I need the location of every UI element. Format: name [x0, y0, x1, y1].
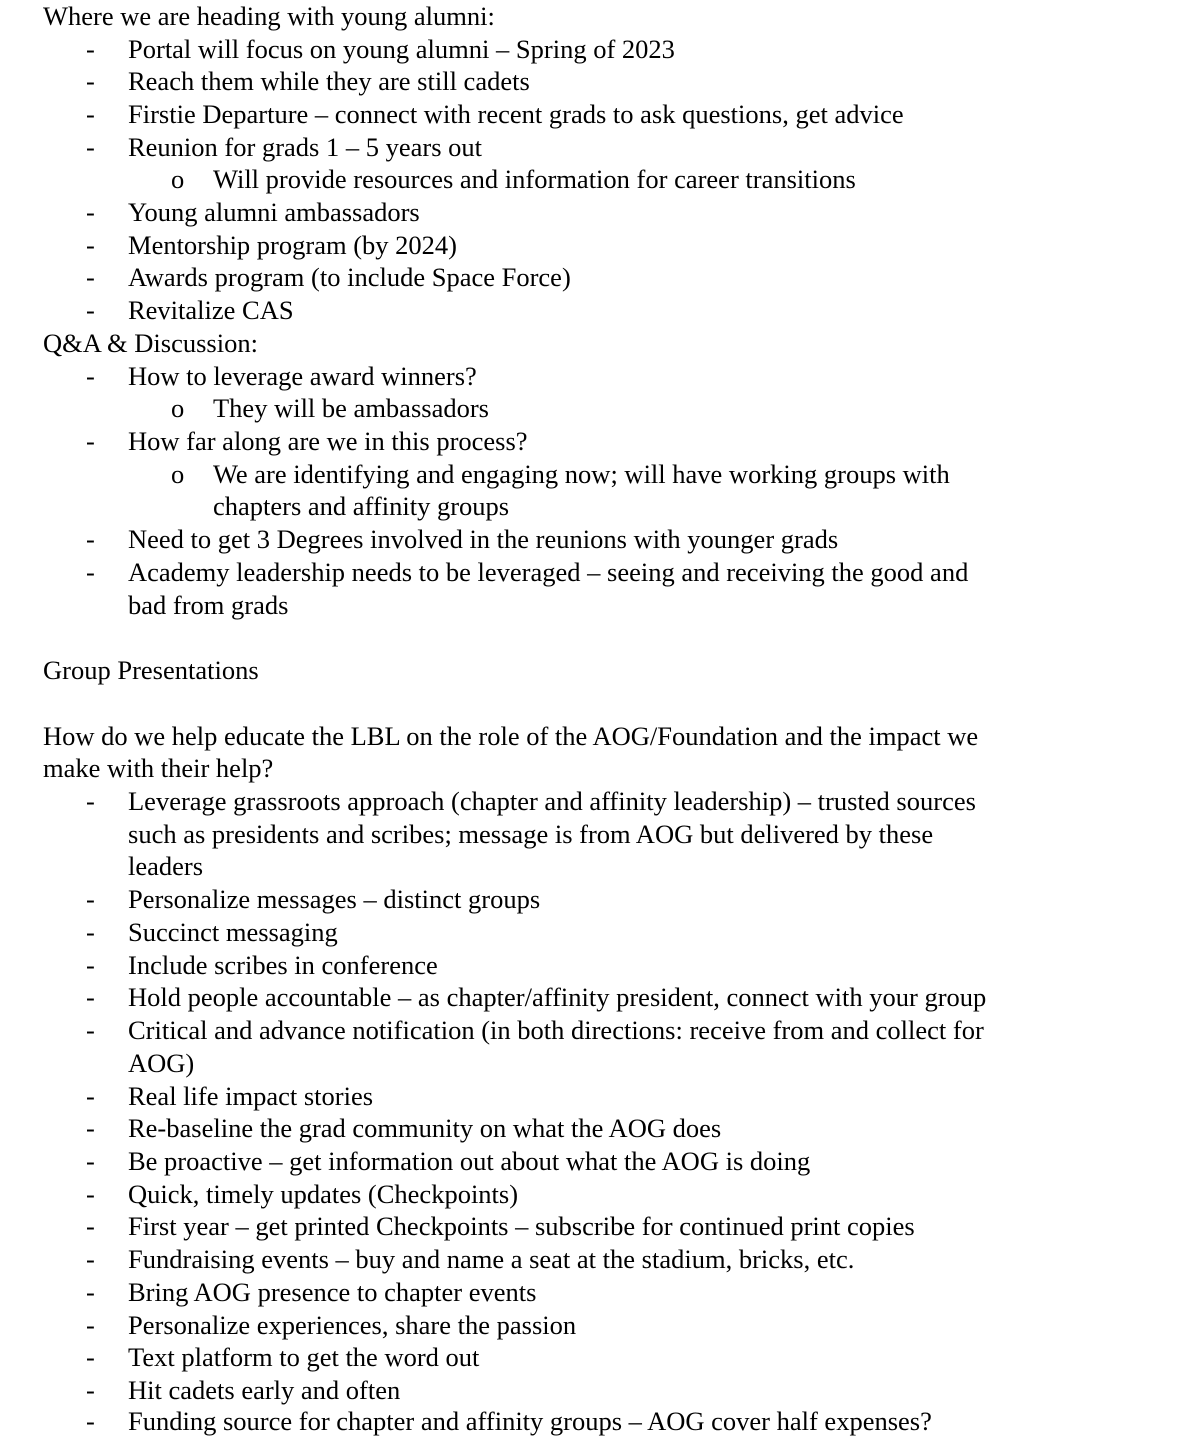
list-item: Critical and advance notification (in both directions: receive from and collect for	[128, 1015, 984, 1045]
dash-marker: -	[86, 1244, 95, 1274]
list-item: Mentorship program (by 2024)	[128, 230, 457, 260]
dash-marker: -	[86, 1277, 95, 1307]
circle-marker: o	[171, 393, 185, 423]
dash-marker: -	[86, 1310, 95, 1340]
list-item: Fundraising events – buy and name a seat at the stadium, bricks, etc.	[128, 1244, 855, 1274]
sub-list-item: Will provide resources and information for career transitions	[213, 164, 856, 194]
dash-marker: -	[86, 1342, 95, 1372]
dash-marker: -	[86, 884, 95, 914]
dash-marker: -	[86, 295, 95, 325]
dash-marker: -	[86, 1375, 95, 1405]
list-item: Portal will focus on young alumni – Spring of 2023	[128, 34, 675, 64]
list-item: Include scribes in conference	[128, 950, 438, 980]
list-item-continued: bad from grads	[128, 590, 289, 620]
list-item: Awards program (to include Space Force)	[128, 262, 571, 292]
dash-marker: -	[86, 34, 95, 64]
dash-marker: -	[86, 917, 95, 947]
dash-marker: -	[86, 1179, 95, 1209]
dash-marker: -	[86, 132, 95, 162]
list-item-continued: AOG)	[128, 1048, 195, 1078]
list-item: How to leverage award winners?	[128, 361, 477, 391]
dash-marker: -	[86, 1113, 95, 1143]
list-item: Leverage grassroots approach (chapter and affinity leadership) – trusted sources	[128, 786, 976, 816]
list-item: Personalize experiences, share the passion	[128, 1310, 577, 1340]
list-item: Hold people accountable – as chapter/affinity president, connect with your group	[128, 982, 987, 1012]
list-item: Firstie Departure – connect with recent grads to ask questions, get advice	[128, 99, 904, 129]
dash-marker: -	[86, 99, 95, 129]
list-item: Reunion for grads 1 – 5 years out	[128, 132, 482, 162]
list-item: Funding source for chapter and affinity groups – AOG cover half expenses?	[128, 1406, 932, 1436]
section-heading-young-alumni: Where we are heading with young alumni:	[43, 1, 495, 31]
dash-marker: -	[86, 557, 95, 587]
list-item: Succinct messaging	[128, 917, 338, 947]
list-item: Need to get 3 Degrees involved in the reunions with younger grads	[128, 524, 839, 554]
question-heading-continued: make with their help?	[43, 753, 274, 783]
sub-list-item-continued: chapters and affinity groups	[213, 491, 510, 521]
section-heading-group-presentations: Group Presentations	[43, 655, 259, 685]
dash-marker: -	[86, 262, 95, 292]
list-item: Hit cadets early and often	[128, 1375, 401, 1405]
sub-list-item: They will be ambassadors	[213, 393, 489, 423]
dash-marker: -	[86, 197, 95, 227]
dash-marker: -	[86, 786, 95, 816]
circle-marker: o	[171, 459, 185, 489]
list-item-continued: leaders	[128, 851, 204, 881]
dash-marker: -	[86, 361, 95, 391]
dash-marker: -	[86, 1146, 95, 1176]
dash-marker: -	[86, 426, 95, 456]
list-item: Revitalize CAS	[128, 295, 294, 325]
question-heading: How do we help educate the LBL on the role of the AOG/Foundation and the impact we	[43, 721, 979, 751]
dash-marker: -	[86, 1406, 95, 1436]
list-item: Be proactive – get information out about what the AOG is doing	[128, 1146, 811, 1176]
dash-marker: -	[86, 1015, 95, 1045]
list-item: Bring AOG presence to chapter events	[128, 1277, 537, 1307]
circle-marker: o	[171, 164, 185, 194]
list-item: Personalize messages – distinct groups	[128, 884, 541, 914]
list-item: Quick, timely updates (Checkpoints)	[128, 1179, 519, 1209]
dash-marker: -	[86, 66, 95, 96]
list-item: Young alumni ambassadors	[128, 197, 420, 227]
list-item: Re-baseline the grad community on what the AOG does	[128, 1113, 722, 1143]
dash-marker: -	[86, 950, 95, 980]
dash-marker: -	[86, 1081, 95, 1111]
list-item: Reach them while they are still cadets	[128, 66, 530, 96]
sub-list-item: We are identifying and engaging now; will have working groups with	[213, 459, 950, 489]
list-item: How far along are we in this process?	[128, 426, 528, 456]
dash-marker: -	[86, 1211, 95, 1241]
dash-marker: -	[86, 230, 95, 260]
list-item: Academy leadership needs to be leveraged – seeing and receiving the good and	[128, 557, 969, 587]
list-item-continued: such as presidents and scribes; message is from AOG but delivered by these	[128, 819, 934, 849]
list-item: First year – get printed Checkpoints – subscribe for continued print copies	[128, 1211, 915, 1241]
list-item: Text platform to get the word out	[128, 1342, 480, 1372]
dash-marker: -	[86, 524, 95, 554]
dash-marker: -	[86, 982, 95, 1012]
section-heading-qa: Q&A & Discussion:	[43, 328, 258, 358]
list-item: Real life impact stories	[128, 1081, 374, 1111]
